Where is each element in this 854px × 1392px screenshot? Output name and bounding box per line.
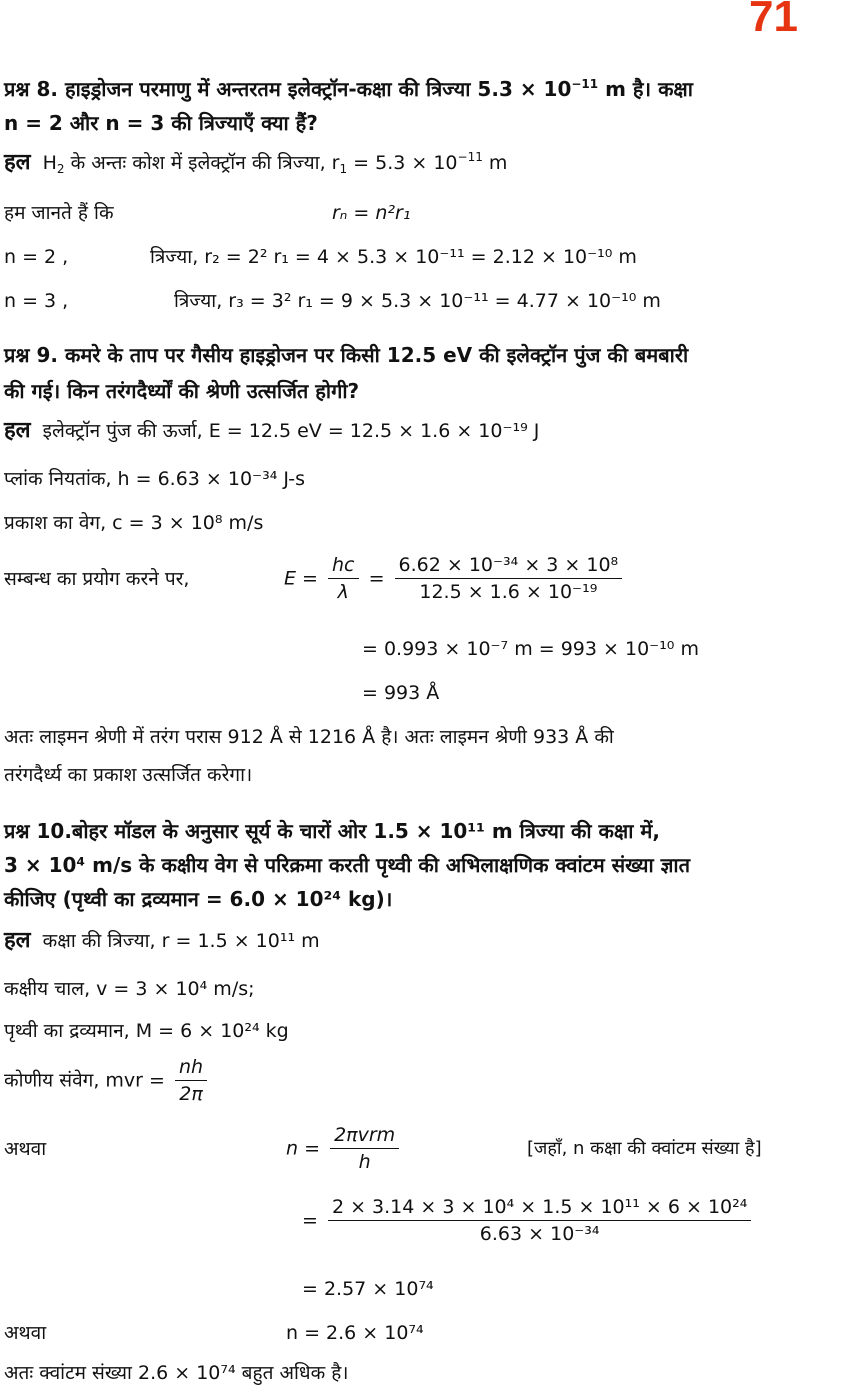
q9-con2: तरंगदैर्ध्य का प्रकाश उत्सर्जित करेगा। [4, 764, 253, 786]
q10-text1: बोहर मॉडल के अनुसार सूर्य के चारों ओर 1.5 × 10¹¹ m त्रिज्या की कक्षा में, [71, 819, 660, 843]
q10-note: [जहाँ, n कक्षा की क्वांटम संख्या है] [527, 1138, 762, 1159]
q10-n-frac [330, 1122, 399, 1175]
q9-label: प्रश्न 9. [4, 343, 58, 367]
q8-label: प्रश्न 8. [4, 77, 58, 101]
q8-text2: m है। कक्षा [598, 77, 693, 101]
q8-text1: हाइड्रोजन परमाणु में अन्तरतम इलेक्ट्रॉन-कक्षा की त्रिज्या 5.3 × 10 [64, 77, 572, 101]
q10-twopi: 2π [179, 1083, 203, 1105]
q10-label: प्रश्न 10. [4, 819, 72, 843]
q9-equation [284, 552, 626, 605]
q10-athva: अथवा [4, 1138, 47, 1160]
q8-r-sub: 1 [339, 162, 348, 176]
q10-num1: 2πvrm [330, 1122, 399, 1149]
page-number: 71 [749, 0, 798, 41]
q9-lambda: λ [337, 581, 349, 603]
q9-sol1: इलेक्ट्रॉन पुंज की ऊर्जा, E = 12.5 eV = 12.5 × 1.6 × 10⁻¹⁹ J [42, 420, 540, 442]
q10-sol4: कोणीय संवेग, mvr = [4, 1069, 165, 1092]
q10-sol1: कक्षा की त्रिज्या, r = 1.5 × 10¹¹ m [42, 930, 320, 952]
q10-main-frac [328, 1194, 751, 1247]
q9-question-line1 [4, 342, 688, 368]
q8-sol-text: के अन्तः कोश में इलेक्ट्रॉन की त्रिज्या, r [64, 152, 340, 174]
q10-substitution [302, 1194, 755, 1247]
q9-num: 6.62 × 10⁻³⁴ × 3 × 10⁸ [395, 552, 623, 579]
q9-r1: = 0.993 × 10⁻⁷ m = 993 × 10⁻¹⁰ m [362, 638, 699, 660]
q9-main-frac [395, 552, 623, 605]
q8-question-line2: n = 2 और n = 3 की त्रिज्याएँ क्या हैं? [4, 111, 318, 135]
q10-conclusion: अतः क्वांटम संख्या 2.6 × 10⁷⁴ बहुत अधिक है। [4, 1362, 349, 1384]
q9-question-line2: की गई। किन तरंगदैर्ध्यों की श्रेणी उत्सर्जित होगी? [4, 379, 360, 403]
q9-eq: = [368, 567, 385, 590]
q10-den2: 6.63 × 10⁻³⁴ [479, 1223, 600, 1245]
q8-hal: हल [4, 150, 31, 175]
q8-n3-text: त्रिज्या, r₃ = 3² r₁ = 9 × 5.3 × 10⁻¹¹ = 4.77 × 10⁻¹⁰ m [174, 290, 661, 312]
q9-e-eq: E = [284, 567, 318, 590]
q8-h-sub: 2 [56, 162, 65, 176]
q9-sol3: प्रकाश का वेग, c = 3 × 10⁸ m/s [4, 512, 264, 534]
q9-hc-frac [328, 552, 359, 605]
q10-sol3: पृथ्वी का द्रव्यमान, M = 6 × 10²⁴ kg [4, 1020, 289, 1042]
q10-angular-momentum [4, 1054, 211, 1107]
q8-sol-unit: m [482, 152, 508, 174]
q9-con1: अतः लाइमन श्रेणी में तरंग परास 912 Å से 1216 Å है। अतः लाइमन श्रेणी 933 Å की [4, 726, 614, 748]
q10-question-line3: कीजिए (पृथ्वी का द्रव्यमान = 6.0 × 10²⁴ kg)। [4, 887, 393, 911]
q8-sol-exp: −11 [457, 150, 483, 164]
q10-solution-line1 [4, 928, 320, 954]
q8-n2-label: n = 2 , [4, 246, 69, 268]
q8-question-line1 [4, 76, 693, 102]
q8-n3-label: n = 3 , [4, 290, 69, 312]
q10-n-formula [286, 1122, 403, 1175]
q8-formula: rₙ = n²r₁ [332, 202, 411, 224]
q10-num2: 2 × 3.14 × 3 × 10⁴ × 1.5 × 10¹¹ × 6 × 10²⁴ [328, 1194, 751, 1221]
q9-sol4: सम्बन्ध का प्रयोग करने पर, [4, 568, 190, 590]
q8-exp1: −11 [571, 77, 599, 91]
q9-text1: कमरे के ताप पर गैसीय हाइड्रोजन पर किसी 12.5 eV की इलेक्ट्रॉन पुंज की बमबारी [64, 343, 689, 367]
q9-sol2: प्लांक नियतांक, h = 6.63 × 10⁻³⁴ J-s [4, 468, 306, 490]
q10-sol2: कक्षीय चाल, v = 3 × 10⁴ m/s; [4, 978, 255, 1000]
q9-hal: हल [4, 418, 31, 443]
q10-question-line2: 3 × 10⁴ m/s के कक्षीय वेग से परिक्रमा करती पृथ्वी की अभिलाक्षणिक क्वांटम संख्या ज्ञात [4, 853, 690, 877]
q10-question-line1 [4, 818, 660, 844]
q9-solution-line1 [4, 418, 539, 444]
q8-sol-val: = 5.3 × 10 [347, 152, 458, 174]
q10-r2: n = 2.6 × 10⁷⁴ [286, 1322, 424, 1344]
q9-hc: hc [328, 552, 359, 579]
q10-eq: = [302, 1209, 318, 1232]
q10-n-eq: n = [286, 1137, 321, 1160]
q8-known: हम जानते हैं कि [4, 202, 114, 224]
q8-solution-line1 [4, 150, 507, 176]
q10-athva2: अथवा [4, 1322, 47, 1344]
q10-nh-frac [175, 1054, 207, 1107]
q10-r1: = 2.57 × 10⁷⁴ [302, 1278, 434, 1300]
q9-den: 12.5 × 1.6 × 10⁻¹⁹ [419, 581, 598, 603]
q10-hal: हल [4, 928, 31, 953]
q9-r2: = 993 Å [362, 682, 440, 704]
q8-n2-text: त्रिज्या, r₂ = 2² r₁ = 4 × 5.3 × 10⁻¹¹ = 2.12 × 10⁻¹⁰ m [150, 246, 637, 268]
q8-h: H [42, 152, 57, 174]
q10-den1: h [358, 1151, 371, 1173]
q10-nh: nh [175, 1054, 207, 1081]
